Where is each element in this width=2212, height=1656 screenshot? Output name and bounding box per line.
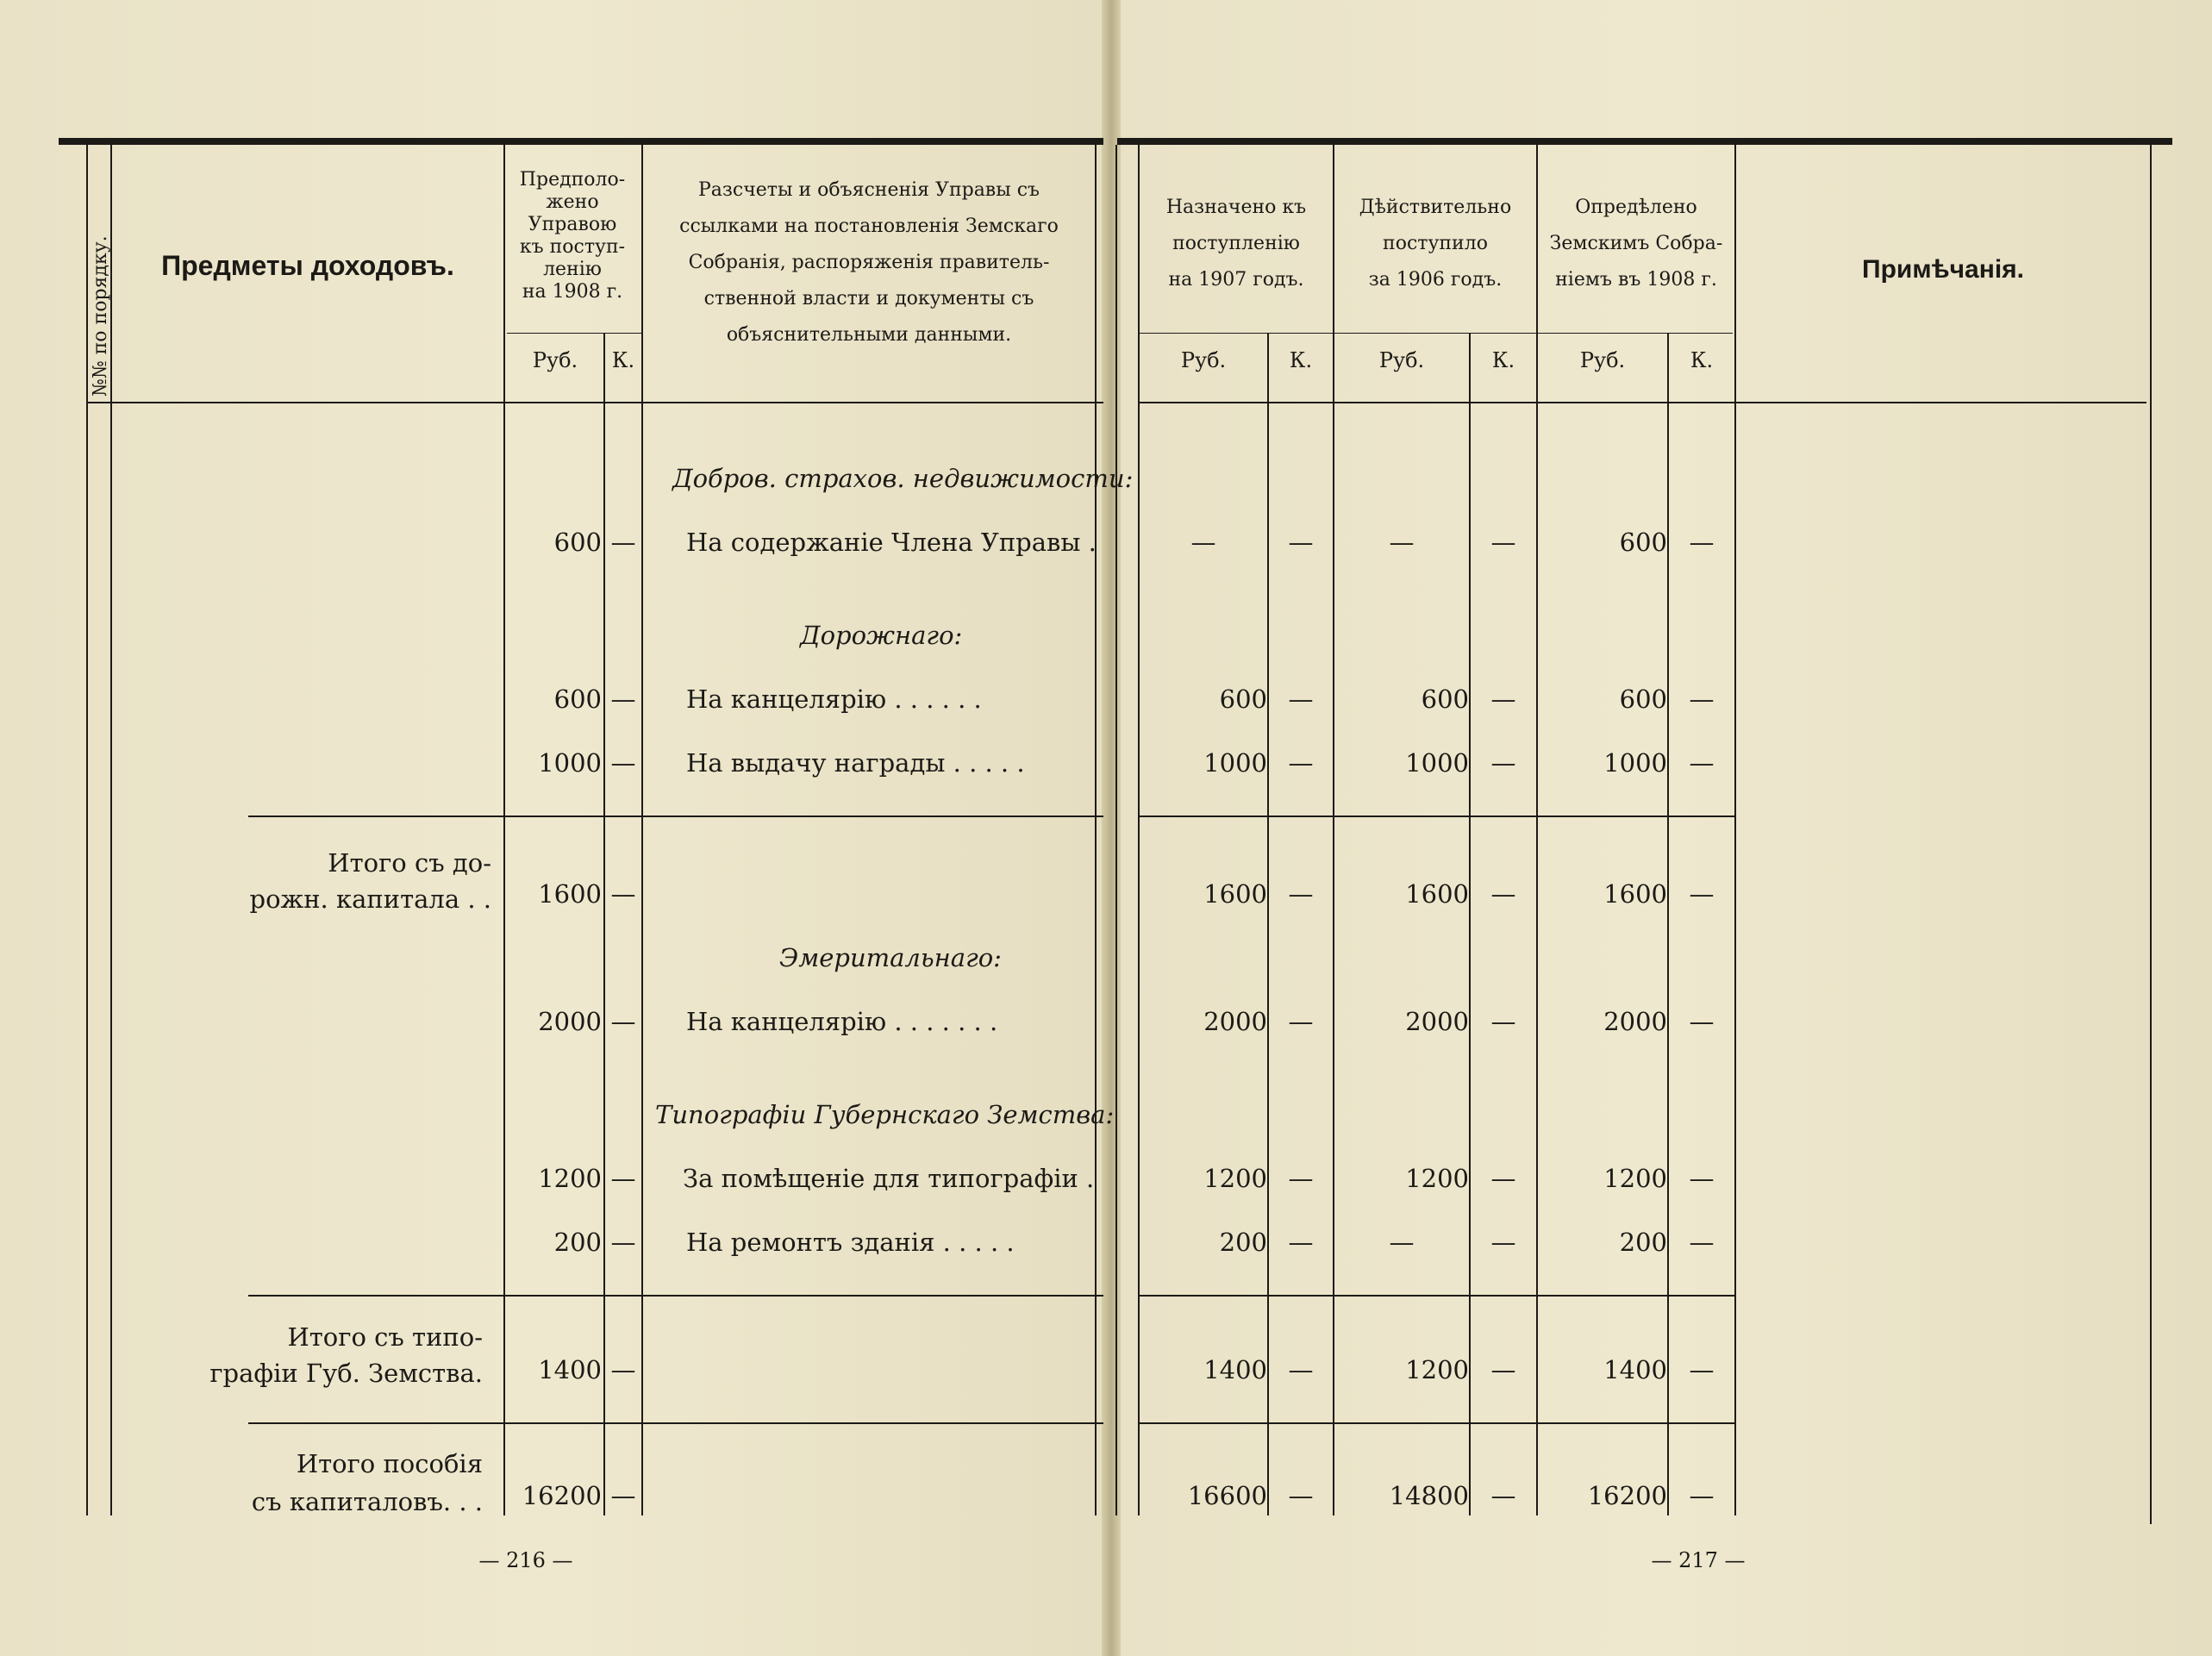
actual-kop: — xyxy=(1490,1481,1516,1510)
determined-value: 600 xyxy=(1619,684,1667,714)
actual-value: 2000 xyxy=(1405,1007,1469,1036)
row-label: На выдачу награды . . . . . xyxy=(686,748,1025,778)
proposed-value: 1200 xyxy=(538,1164,602,1193)
col-actual-header: Дѣйствительно поступило за 1906 годъ. xyxy=(1359,197,1512,291)
assigned-rub-header: Руб. xyxy=(1180,348,1227,372)
assigned-value: 1400 xyxy=(1203,1355,1267,1384)
determined-rub-header: Руб. xyxy=(1579,348,1626,372)
proposed-kop: — xyxy=(610,1355,636,1384)
row-label: На ремонтъ зданія . . . . . xyxy=(686,1228,1015,1257)
assigned-kop: — xyxy=(1288,1228,1314,1257)
actual-kop: — xyxy=(1490,748,1516,778)
determined-kop: — xyxy=(1689,684,1715,714)
actual-kop: — xyxy=(1490,1228,1516,1257)
assigned-kop: — xyxy=(1288,1164,1314,1193)
proposed-kop: — xyxy=(610,684,636,714)
assigned-value: 600 xyxy=(1219,684,1267,714)
determined-kop: — xyxy=(1689,879,1715,909)
determined-kop: — xyxy=(1689,1007,1715,1036)
left-vline xyxy=(1095,145,1097,1515)
left-rubkop-rule xyxy=(507,333,641,334)
proposed-kop: — xyxy=(610,1164,636,1193)
assigned-kop: — xyxy=(1288,684,1314,714)
actual-rub-header: Руб. xyxy=(1378,348,1425,372)
determined-kop: — xyxy=(1689,528,1715,557)
assigned-kop: — xyxy=(1288,1355,1314,1384)
left-vline xyxy=(603,333,605,1515)
col-items-header: Предметы доходовъ. xyxy=(161,250,454,281)
determined-value: 1400 xyxy=(1603,1355,1667,1384)
determined-kop: — xyxy=(1689,748,1715,778)
assigned-value: 16600 xyxy=(1187,1481,1267,1510)
actual-kop: — xyxy=(1490,1164,1516,1193)
total-label: Итого пособія съ капиталовъ. . . xyxy=(251,1449,483,1516)
determined-value: 1600 xyxy=(1603,879,1667,909)
right-total-rule xyxy=(1138,1422,1734,1424)
total-label: Итого съ типо- графіи Губ. Земства. xyxy=(209,1322,483,1388)
right-vline xyxy=(1267,333,1269,1515)
determined-value: 16200 xyxy=(1587,1481,1667,1510)
right-top-rule xyxy=(1117,138,2172,145)
actual-value: 1200 xyxy=(1405,1355,1469,1384)
section-heading: Дорожнаго: xyxy=(800,621,963,650)
proposed-value: 1600 xyxy=(538,879,602,909)
row-label: На канцелярію . . . . . . . xyxy=(686,1007,998,1036)
assigned-value: — xyxy=(1190,528,1216,557)
col-order-header: №№ по порядку. xyxy=(90,235,111,397)
determined-value: 600 xyxy=(1619,528,1667,557)
proposed-value: 1000 xyxy=(538,748,602,778)
right-vline xyxy=(1667,333,1669,1515)
determined-value: 200 xyxy=(1619,1228,1667,1257)
assigned-kop: — xyxy=(1288,528,1314,557)
row-label: За помѣщеніе для типографіи . xyxy=(683,1164,1095,1193)
proposed-value: 600 xyxy=(553,528,602,557)
col-proposed-header: Предполо- жено Управою къ поступ- ленію на 1908 г. xyxy=(519,169,626,303)
assigned-kop-header: К. xyxy=(1289,348,1313,372)
actual-kop-header: К. xyxy=(1491,348,1515,372)
proposed-kop: — xyxy=(610,528,636,557)
determined-value: 1000 xyxy=(1603,748,1667,778)
right-total-rule xyxy=(1138,816,1734,817)
right-vline xyxy=(2150,145,2152,1524)
determined-kop: — xyxy=(1689,1481,1715,1510)
proposed-value: 2000 xyxy=(538,1007,602,1036)
actual-value: — xyxy=(1389,528,1415,557)
actual-value: 1200 xyxy=(1405,1164,1469,1193)
determined-kop: — xyxy=(1689,1228,1715,1257)
right-rubkop-rule xyxy=(1138,333,1733,334)
left-total-rule xyxy=(248,1422,1103,1424)
col-determined-header: Опредѣлено Земскимъ Собра- ніемъ въ 1908 г. xyxy=(1549,197,1723,291)
proposed-kop-header: К. xyxy=(611,348,635,372)
right-vline xyxy=(1469,333,1471,1515)
proposed-value: 1400 xyxy=(538,1355,602,1384)
right-header-rule xyxy=(1138,402,2146,403)
assigned-kop: — xyxy=(1288,879,1314,909)
left-header-rule xyxy=(86,402,1103,403)
proposed-kop: — xyxy=(610,1481,636,1510)
proposed-kop: — xyxy=(610,1228,636,1257)
actual-value: 1600 xyxy=(1405,879,1469,909)
right-vline xyxy=(1734,145,1736,1515)
page-number-left: — 216 — xyxy=(478,1548,573,1572)
actual-value: — xyxy=(1389,1228,1415,1257)
section-heading: Добров. страхов. недвижимости: xyxy=(672,464,1134,493)
col-assigned-header: Назначено къ поступленію на 1907 годъ. xyxy=(1165,197,1307,291)
left-vline xyxy=(86,145,88,1515)
left-total-rule xyxy=(248,1295,1103,1297)
left-total-rule xyxy=(248,816,1103,817)
determined-value: 2000 xyxy=(1603,1007,1667,1036)
proposed-kop: — xyxy=(610,748,636,778)
actual-value: 1000 xyxy=(1405,748,1469,778)
col-explanations-header: Разсчеты и объясненія Управы съ ссылками на постановленія Земскаго Собранія, распоряженія правитель- ственной власти и документы съ объяснительными данными. xyxy=(679,179,1059,346)
assigned-kop: — xyxy=(1288,1007,1314,1036)
assigned-value: 200 xyxy=(1219,1228,1267,1257)
book-gutter xyxy=(1102,0,1121,1656)
assigned-value: 1200 xyxy=(1203,1164,1267,1193)
determined-kop-header: К. xyxy=(1690,348,1714,372)
determined-kop: — xyxy=(1689,1355,1715,1384)
proposed-kop: — xyxy=(610,1007,636,1036)
actual-kop: — xyxy=(1490,1355,1516,1384)
right-total-rule xyxy=(1138,1295,1734,1297)
total-label: Итого съ до- рожн. капитала . . xyxy=(249,848,491,914)
bleed-through-text xyxy=(121,483,128,511)
page-number-right: — 217 — xyxy=(1651,1548,1746,1572)
left-vline xyxy=(503,145,505,1515)
proposed-value: 16200 xyxy=(522,1481,602,1510)
proposed-value: 600 xyxy=(553,684,602,714)
proposed-rub-header: Руб. xyxy=(532,348,578,372)
right-vline xyxy=(1115,145,1117,1515)
row-label: На канцелярію . . . . . . xyxy=(686,684,982,714)
determined-value: 1200 xyxy=(1603,1164,1667,1193)
determined-kop: — xyxy=(1689,1164,1715,1193)
section-heading: Типографіи Губернскаго Земства: xyxy=(655,1100,1115,1129)
proposed-kop: — xyxy=(610,879,636,909)
assigned-kop: — xyxy=(1288,1481,1314,1510)
assigned-kop: — xyxy=(1288,748,1314,778)
row-label: На содержаніе Члена Управы . xyxy=(686,528,1097,557)
assigned-value: 1600 xyxy=(1203,879,1267,909)
actual-kop: — xyxy=(1490,1007,1516,1036)
actual-kop: — xyxy=(1490,879,1516,909)
actual-value: 14800 xyxy=(1389,1481,1469,1510)
actual-kop: — xyxy=(1490,528,1516,557)
actual-value: 600 xyxy=(1421,684,1469,714)
left-top-rule xyxy=(59,138,1103,145)
proposed-value: 200 xyxy=(553,1228,602,1257)
section-heading: Эмеритальнаго: xyxy=(779,943,1002,972)
actual-kop: — xyxy=(1490,684,1516,714)
assigned-value: 1000 xyxy=(1203,748,1267,778)
col-notes-header: Примѣчанія. xyxy=(1862,255,2024,284)
assigned-value: 2000 xyxy=(1203,1007,1267,1036)
